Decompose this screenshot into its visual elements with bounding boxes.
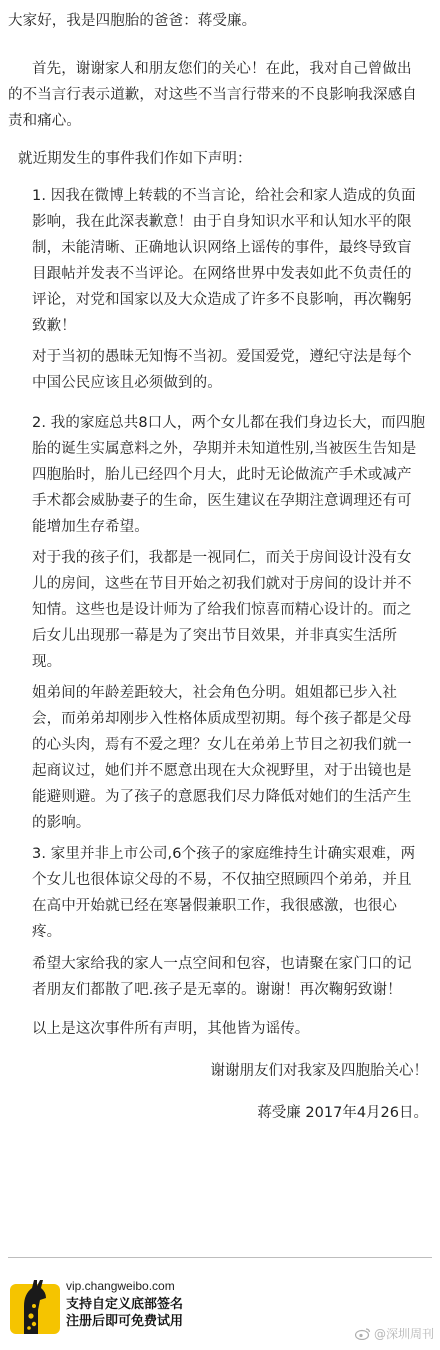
text-line: 2. 我的家庭总共8口人，两个女儿都在我们身边长大，而四胞 — [32, 415, 426, 431]
point1b-paragraph — [32, 344, 412, 396]
footer-divider — [8, 1257, 432, 1258]
text-line: 评论，对党和国家以及大众造成了许多不良影响，再次鞠躬 — [32, 292, 412, 308]
text-line: 目跟帖并发表不当评论。在网络世界中发表如此不负责任的 — [32, 266, 412, 282]
text-line: 胎的诞生实属意料之外，孕期并未知道性别,当被医生告知是 — [32, 441, 417, 457]
text-line: 责和痛心。 — [8, 113, 81, 129]
point2-paragraph — [32, 410, 425, 540]
text-line: 能增加生存希望。 — [32, 519, 149, 535]
text-line: 个女儿也很体谅父母的不易，不仅抽空照顾四个弟弟，并且 — [32, 872, 412, 888]
signature-line: 蒋受廉 2017年4月26日。 — [257, 1105, 428, 1121]
text-line: 希望大家给我的家人一点空间和包容，也请聚在家门口的记 — [32, 956, 412, 972]
footer-line-2: 注册后即可免费试用 — [66, 1313, 184, 1328]
text-line: 后女儿出现那一幕是为了突出节目效果，并非真实生活所 — [32, 628, 397, 644]
text-line: 中国公民应该且必须做到的。 — [32, 375, 222, 391]
greeting-paragraph — [8, 8, 256, 34]
apology-paragraph — [8, 56, 417, 134]
text-line: 疼。 — [32, 924, 62, 940]
weibo-icon — [355, 1327, 371, 1340]
text-line: 制，未能清晰、正确地认识网络上谣传的事件，最终导致盲 — [32, 240, 412, 256]
text-line: 者朋友们都散了吧.孩子是无辜的。谢谢！再次鞠躬致谢！ — [32, 982, 402, 998]
text-line: 在高中开始就已经在寒暑假兼职工作，我很感激，也很心 — [32, 898, 397, 914]
text-line: 对于当初的愚昧无知悔不当初。爱国爱党，遵纪守法是每个 — [32, 349, 412, 365]
text-line: 会，而弟弟却刚步入性格体质成型初期。每个孩子都是父母 — [32, 711, 412, 727]
text-line: 的心头肉，焉有不爱之理？女儿在弟弟上节目之初我们就一 — [32, 737, 412, 753]
watermark — [355, 1325, 434, 1342]
text-line: 以上是这次事件所有声明，其他皆为谣传。 — [32, 1021, 310, 1037]
text-line: 知情。这些也是设计师为了给我们惊喜而精心设计的。而之 — [32, 602, 412, 618]
thanks-line: 谢谢朋友们对我家及四胞胎关心！ — [210, 1063, 428, 1079]
text-line: 就近期发生的事件我们作如下声明： — [18, 151, 252, 167]
footer-text — [66, 1278, 183, 1329]
text-line: 3. 家里并非上市公司,6个孩子的家庭维持生计确实艰难，两 — [32, 846, 416, 862]
text-line: 对于我的孩子们，我都是一视同仁，而关于房间设计没有女 — [32, 550, 412, 566]
text-line: 1. 因我在微博上转载的不当言论，给社会和家人造成的负面 — [32, 188, 416, 204]
intro-paragraph — [18, 146, 252, 172]
text-line: 儿的房间，这些在节目开始之初我们就对于房间的设计并不 — [32, 576, 412, 592]
text-line: 影响，我在此深表歉意！由于自身知识水平和认知水平的限 — [32, 214, 412, 230]
footer-url[interactable]: vip.changweibo.com — [66, 1279, 175, 1293]
text-line: 致歉！ — [32, 318, 76, 334]
footer-line-1: 支持自定义底部签名 — [66, 1296, 184, 1311]
text-line: 起商议过，她们并不愿意出现在大众视野里，对于出镜也是 — [32, 763, 412, 779]
text-line: 首先，谢谢家人和朋友您们的关心！在此，我对自己曾做出 — [32, 61, 412, 77]
greeting-line: 大家好，我是四胞胎的爸爸：蒋受廉。 — [8, 13, 257, 29]
text-line: 手术都会威胁妻子的生命，医生建议在孕期注意调理还有可 — [32, 493, 412, 509]
closing-paragraph — [32, 1016, 309, 1042]
text-line: 的影响。 — [32, 815, 91, 831]
text-line: 现。 — [32, 654, 62, 670]
point1-paragraph — [32, 183, 416, 339]
text-line: 姐弟间的年龄差距较大，社会角色分明。姐姐都已步入社 — [32, 685, 397, 701]
request-paragraph — [32, 951, 412, 1003]
text-line: 四胞胎时，胎儿已经四个月大，此时无论做流产手术或减产 — [32, 467, 412, 483]
point2c-paragraph — [32, 680, 412, 836]
text-line: 能避则避。为了孩子的意愿我们尽力降低对她们的生活产生 — [32, 789, 412, 805]
text-line: 的不当言行表示道歉，对这些不当言行带来的不良影响我深感自 — [8, 87, 417, 103]
point2b-paragraph — [32, 545, 412, 675]
watermark-text: @深圳周刊 — [373, 1327, 434, 1341]
giraffe-logo-icon — [10, 1276, 60, 1334]
point3-paragraph — [32, 841, 415, 945]
